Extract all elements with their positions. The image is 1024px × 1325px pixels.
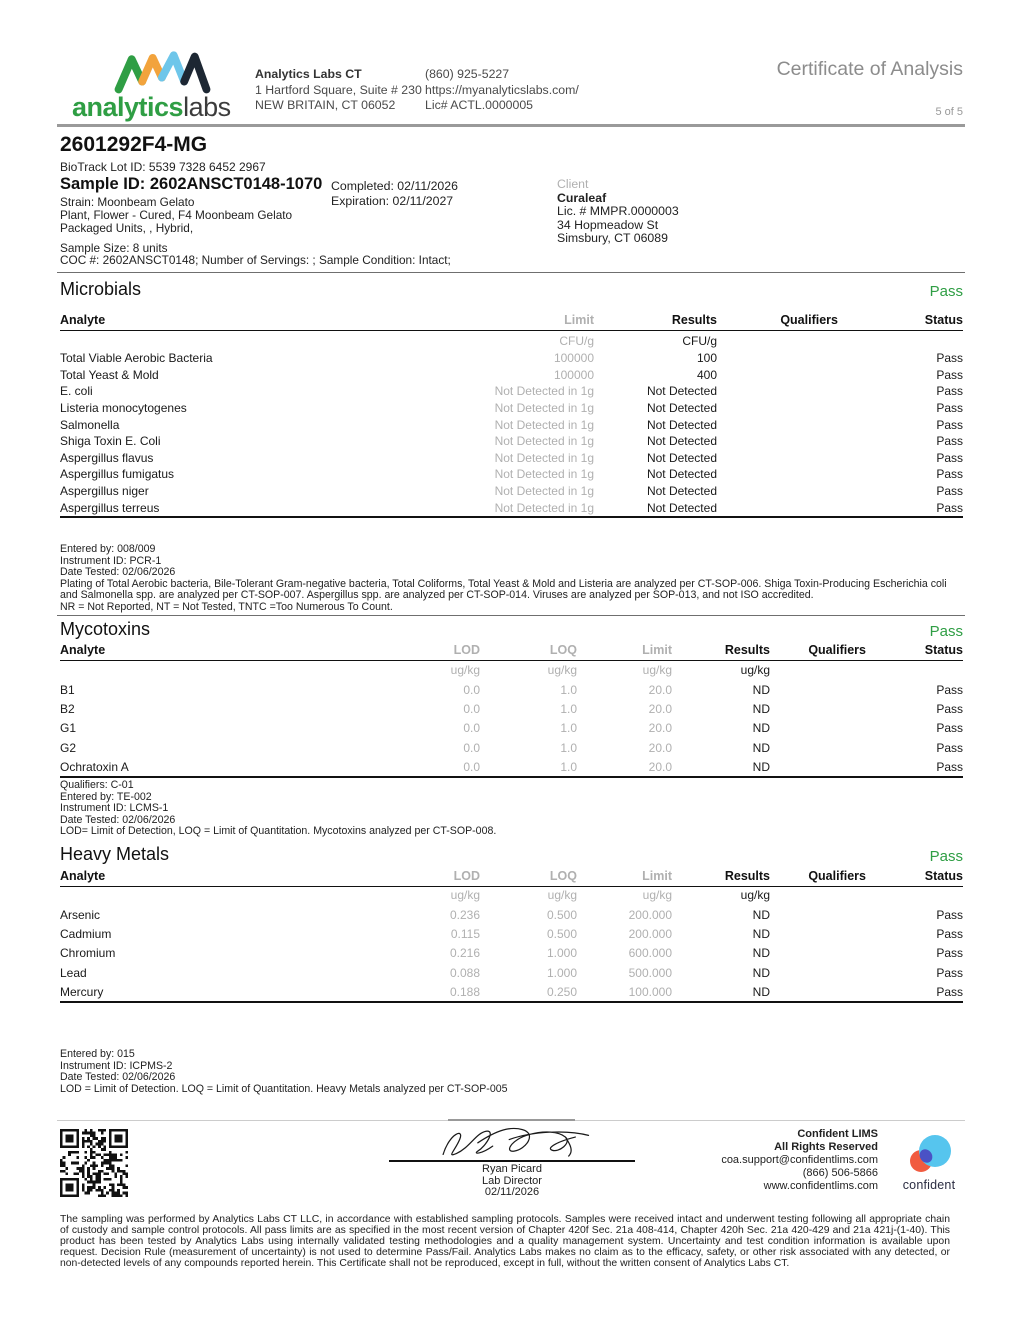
- results-cell: Not Detected: [646, 417, 717, 432]
- analyte-cell: Mercury: [60, 984, 104, 999]
- results-cell: 400: [696, 367, 717, 382]
- analyte-cell: Aspergillus flavus: [60, 450, 154, 465]
- status-cell: Pass: [936, 367, 963, 382]
- unit-loq: ug/kg: [547, 663, 577, 677]
- completed-date: Completed: 02/11/2026: [331, 179, 458, 193]
- microbials-status-badge: Pass: [929, 283, 963, 300]
- lims-contact-block: [721, 1128, 878, 1193]
- table-row: Mercury 0.188 0.250 100.000 ND Pass: [60, 984, 963, 999]
- col-qualifiers: Qualifiers: [780, 313, 838, 327]
- table-row: [60, 483, 963, 500]
- mycotoxins-notes: Qualifiers: C-01 Entered by: TE-002 Instrument ID: LCMS-1 Date Tested: 02/06/2026 LOD= Limit of Detection, LOQ = Limit of Quantitation. Mycotoxins analyzed per CT-SOP-008.: [60, 779, 497, 838]
- mycotoxins-table-body: [60, 680, 963, 778]
- analyte-cell: G1: [60, 721, 77, 736]
- col-results: Results: [724, 643, 770, 657]
- unit-results: ug/kg: [740, 663, 770, 677]
- table-row: [60, 350, 963, 367]
- col-qualifiers: Qualifiers: [808, 643, 866, 657]
- table-row: Cadmium 0.115 0.500 200.000 ND Pass: [60, 926, 963, 941]
- heavy-metals-header-row: [60, 869, 963, 887]
- limit-cell: Not Detected in 1g: [494, 450, 594, 465]
- signer-info: [389, 1164, 635, 1199]
- lab-website: https://myanalyticslabs.com/: [425, 82, 579, 97]
- lab-contact-block: [425, 67, 579, 114]
- limit-cell: Not Detected in 1g: [494, 417, 594, 432]
- results-cell: Not Detected: [646, 467, 717, 482]
- heavy-metals-units-row: [60, 888, 963, 902]
- microbials-section-header: [60, 279, 963, 300]
- analyte-cell: B1: [60, 682, 75, 697]
- status-cell: Pass: [936, 401, 963, 416]
- results-cell: Not Detected: [646, 434, 717, 449]
- status-cell: Pass: [936, 450, 963, 465]
- packaging: Packaged Units, , Hybrid,: [60, 221, 194, 236]
- client-label: Client: [557, 177, 589, 191]
- table-row: [60, 400, 963, 417]
- results-cell: Not Detected: [646, 384, 717, 399]
- analyte-cell: Total Viable Aerobic Bacteria: [60, 351, 213, 366]
- unit-results: ug/kg: [740, 888, 770, 902]
- signature-line: [389, 1160, 635, 1162]
- analyte-cell: Salmonella: [60, 417, 120, 432]
- header-divider: [57, 124, 965, 127]
- analyte-cell: Aspergillus niger: [60, 484, 149, 499]
- client-block: [557, 178, 679, 246]
- unit-lod: ug/kg: [450, 888, 480, 902]
- results-cell: 100: [696, 351, 717, 366]
- analyte-cell: G2: [60, 740, 77, 755]
- lab-phone: (860) 925-5227: [425, 67, 510, 81]
- matrix: Plant, Flower - Cured, F4 Moonbeam Gelato: [60, 208, 293, 223]
- col-qualifiers: Qualifiers: [808, 869, 866, 883]
- status-cell: Pass: [936, 434, 963, 449]
- limit-cell: Not Detected in 1g: [494, 384, 594, 399]
- results-cell: Not Detected: [646, 500, 717, 515]
- batch-id: 2601292F4-MG: [60, 133, 208, 156]
- table-row: [60, 433, 963, 450]
- table-row: [60, 499, 963, 516]
- analyte-cell: Cadmium: [60, 926, 112, 941]
- client-address1: 34 Hopmeadow St: [557, 217, 659, 232]
- strain: Strain: Moonbeam Gelato: [60, 195, 195, 209]
- signature-icon: [425, 1123, 605, 1161]
- limit-cell: Not Detected in 1g: [494, 500, 594, 515]
- analyte-cell: B2: [60, 701, 75, 716]
- document-title: Certificate of Analysis: [776, 58, 963, 80]
- unit-loq: ug/kg: [547, 888, 577, 902]
- analytics-labs-logo: [72, 50, 252, 123]
- table-row: Arsenic 0.236 0.500 200.000 ND Pass: [60, 907, 963, 922]
- lab-address1: 1 Hartford Square, Suite # 230: [255, 82, 422, 97]
- biotrack-lot-id: BioTrack Lot ID: 5539 7328 6452 2967: [60, 160, 266, 174]
- status-cell: Pass: [936, 484, 963, 499]
- heavy-metals-section-header: [60, 844, 963, 865]
- table-row: B1 0.0 1.0 20.0 ND Pass: [60, 682, 963, 697]
- table-row: Lead 0.088 1.000 500.000 ND Pass: [60, 965, 963, 980]
- lab-name: Analytics Labs CT: [255, 67, 362, 81]
- section-divider: [57, 615, 965, 616]
- col-status: Status: [924, 869, 963, 883]
- unit-limit: ug/kg: [642, 663, 672, 677]
- analyte-cell: Ochratoxin A: [60, 759, 129, 774]
- analyte-cell: Total Yeast & Mold: [60, 367, 159, 382]
- col-loq: LOQ: [549, 643, 577, 657]
- limit-cell: 100000: [553, 351, 594, 366]
- analyte-cell: Arsenic: [60, 907, 101, 922]
- confident-logo: [898, 1133, 960, 1192]
- col-lod: LOD: [453, 643, 480, 657]
- col-lod: LOD: [453, 869, 480, 883]
- table-row: [60, 466, 963, 483]
- section-divider: [57, 272, 965, 273]
- disclaimer-text: The sampling was performed by Analytics Labs CT LLC, in accordance with established sampling protocols. Samples were received intact and underwent testing following all appropriate chain of custody and sample control protocols. All pass limits are as specified in the most recent version of Chapter 420f Sec. 21a 408-414, Chapter 420h Sec. 21a 420-429 and 21a 421j-(1-40). This product has been tested by Analytics Labs using internally validated testing methodologies and a quality management system. Uncertainty and test condition information is available upon request. Decision Rule (measurement of uncertainty) is not used to determine Pass/Fail. Analytics Labs makes no claim as to the efficacy, safety, or other risk associated with any detected, or non-detected levels of any compounds reported herein. This Certificate shall not be reproduced, except in full, without the written consent of Analytics Labs CT.: [60, 1214, 950, 1269]
- mycotoxins-units-row: [60, 663, 963, 677]
- unit-results: CFU/g: [682, 334, 717, 348]
- signer-title: Lab Director: [482, 1174, 542, 1187]
- heavy-metals-title: Heavy Metals: [60, 844, 170, 864]
- lims-phone: (866) 506-5866: [802, 1167, 878, 1179]
- mycotoxins-status-badge: Pass: [929, 623, 963, 640]
- logo-zigzag-icon: [112, 50, 217, 96]
- confident-circles-icon: [901, 1133, 957, 1175]
- sample-details: [60, 196, 292, 236]
- heavy-metals-table-body: [60, 905, 963, 1003]
- lims-email: coa.support@confidentlims.com: [721, 1154, 878, 1166]
- page-number: 5 of 5: [935, 106, 963, 118]
- analyte-cell: E. coli: [60, 384, 93, 399]
- table-row: B2 0.0 1.0 20.0 ND Pass: [60, 701, 963, 716]
- lims-rights: All Rights Reserved: [774, 1141, 878, 1153]
- col-limit: Limit: [564, 313, 594, 327]
- lims-name: Confident LIMS: [797, 1128, 878, 1140]
- microbials-header-row: [60, 313, 963, 331]
- limit-cell: Not Detected in 1g: [494, 401, 594, 416]
- col-analyte: Analyte: [60, 313, 106, 327]
- signature-date: 02/11/2026: [484, 1186, 540, 1198]
- qr-code: [60, 1129, 128, 1197]
- results-cell: Not Detected: [646, 450, 717, 465]
- lab-address-block: [255, 67, 422, 114]
- analyte-cell: Lead: [60, 965, 87, 980]
- table-row: [60, 416, 963, 433]
- col-status: Status: [924, 313, 963, 327]
- status-cell: Pass: [936, 417, 963, 432]
- analyte-cell: Aspergillus terreus: [60, 500, 160, 515]
- heavy-metals-status-badge: Pass: [929, 848, 963, 865]
- analyte-cell: Listeria monocytogenes: [60, 401, 187, 416]
- limit-cell: Not Detected in 1g: [494, 434, 594, 449]
- client-address2: Simsbury, CT 06089: [557, 231, 668, 246]
- table-row: Chromium 0.216 1.000 600.000 ND Pass: [60, 946, 963, 961]
- microbials-notes: Entered by: 008/009 Instrument ID: PCR-1 Date Tested: 02/06/2026 Plating of Total Aerobic bacteria, Bile-Tolerant Gram-negative bacteria, Total Coliforms, Total Yeast & Mold and Listeria are analyzed per CT-SOP-006. Shiga Toxin-Producing Escherichia coli and Salmonella spp. are analyzed per CT-SOP-007. Aspergillus spp. are analyzed per CT-SOP-014. Viruses are analyzed per SOP-013, and not ISO accredited. NR = Not Reported, NT = Not Tested, TNTC =Too Numerous To Count.: [60, 543, 947, 613]
- results-cell: Not Detected: [646, 484, 717, 499]
- table-row: [60, 450, 963, 467]
- dates-block: [331, 179, 458, 208]
- client-license: Lic. # MMPR.0000003: [557, 204, 679, 219]
- unit-limit: CFU/g: [559, 334, 594, 348]
- mycotoxins-header-row: [60, 643, 963, 661]
- table-row: Ochratoxin A 0.0 1.0 20.0 ND Pass: [60, 759, 963, 774]
- analyte-cell: Chromium: [60, 946, 116, 961]
- limit-cell: 100000: [553, 367, 594, 382]
- status-cell: Pass: [936, 351, 963, 366]
- results-cell: Not Detected: [646, 401, 717, 416]
- col-status: Status: [924, 643, 963, 657]
- signer-name: Ryan Picard: [482, 1163, 542, 1175]
- sample-id: Sample ID: 2602ANSCT0148-1070: [60, 175, 323, 193]
- table-row: [60, 367, 963, 384]
- logo-wordmark: analyticslabs: [72, 92, 231, 122]
- table-row: G2 0.0 1.0 20.0 ND Pass: [60, 740, 963, 755]
- col-results: Results: [671, 313, 717, 327]
- unit-lod: ug/kg: [450, 663, 480, 677]
- col-limit: Limit: [642, 643, 672, 657]
- col-analyte: Analyte: [60, 643, 106, 657]
- table-row: G1 0.0 1.0 20.0 ND Pass: [60, 721, 963, 736]
- status-cell: Pass: [936, 467, 963, 482]
- expiration-date: Expiration: 02/11/2027: [331, 193, 454, 208]
- table-row: [60, 383, 963, 400]
- confident-wordmark: confident: [902, 1178, 956, 1192]
- signature-box-top: [448, 1119, 575, 1121]
- sample-size: Sample Size: 8 units: [60, 241, 168, 255]
- microbials-title: Microbials: [60, 279, 142, 299]
- lab-address2: NEW BRITAIN, CT 06052: [255, 98, 396, 112]
- status-cell: Pass: [936, 384, 963, 399]
- microbials-units-row: [60, 334, 963, 348]
- mycotoxins-title: Mycotoxins: [60, 619, 151, 639]
- lab-license: Lic# ACTL.0000005: [425, 98, 534, 112]
- client-name: Curaleaf: [557, 190, 607, 205]
- coc-line: COC #: 2602ANSCT0148; Number of Servings: ; Sample Condition: Intact;: [60, 253, 451, 267]
- col-loq: LOQ: [549, 869, 577, 883]
- col-analyte: Analyte: [60, 869, 106, 883]
- limit-cell: Not Detected in 1g: [494, 467, 594, 482]
- status-cell: Pass: [936, 500, 963, 515]
- microbials-table-body: [60, 350, 963, 518]
- lims-site: www.confidentlims.com: [763, 1180, 878, 1192]
- mycotoxins-section-header: [60, 619, 963, 640]
- analyte-cell: Aspergillus fumigatus: [60, 467, 175, 482]
- analyte-cell: Shiga Toxin E. Coli: [60, 434, 161, 449]
- unit-limit: ug/kg: [642, 888, 672, 902]
- limit-cell: Not Detected in 1g: [494, 484, 594, 499]
- col-results: Results: [724, 869, 770, 883]
- col-limit: Limit: [642, 869, 672, 883]
- heavy-metals-notes: Entered by: 015 Instrument ID: ICPMS-2 Date Tested: 02/06/2026 LOD = Limit of Detection. LOQ = Limit of Quantitation. Heavy Metals analyzed per CT-SOP-005: [60, 1048, 508, 1095]
